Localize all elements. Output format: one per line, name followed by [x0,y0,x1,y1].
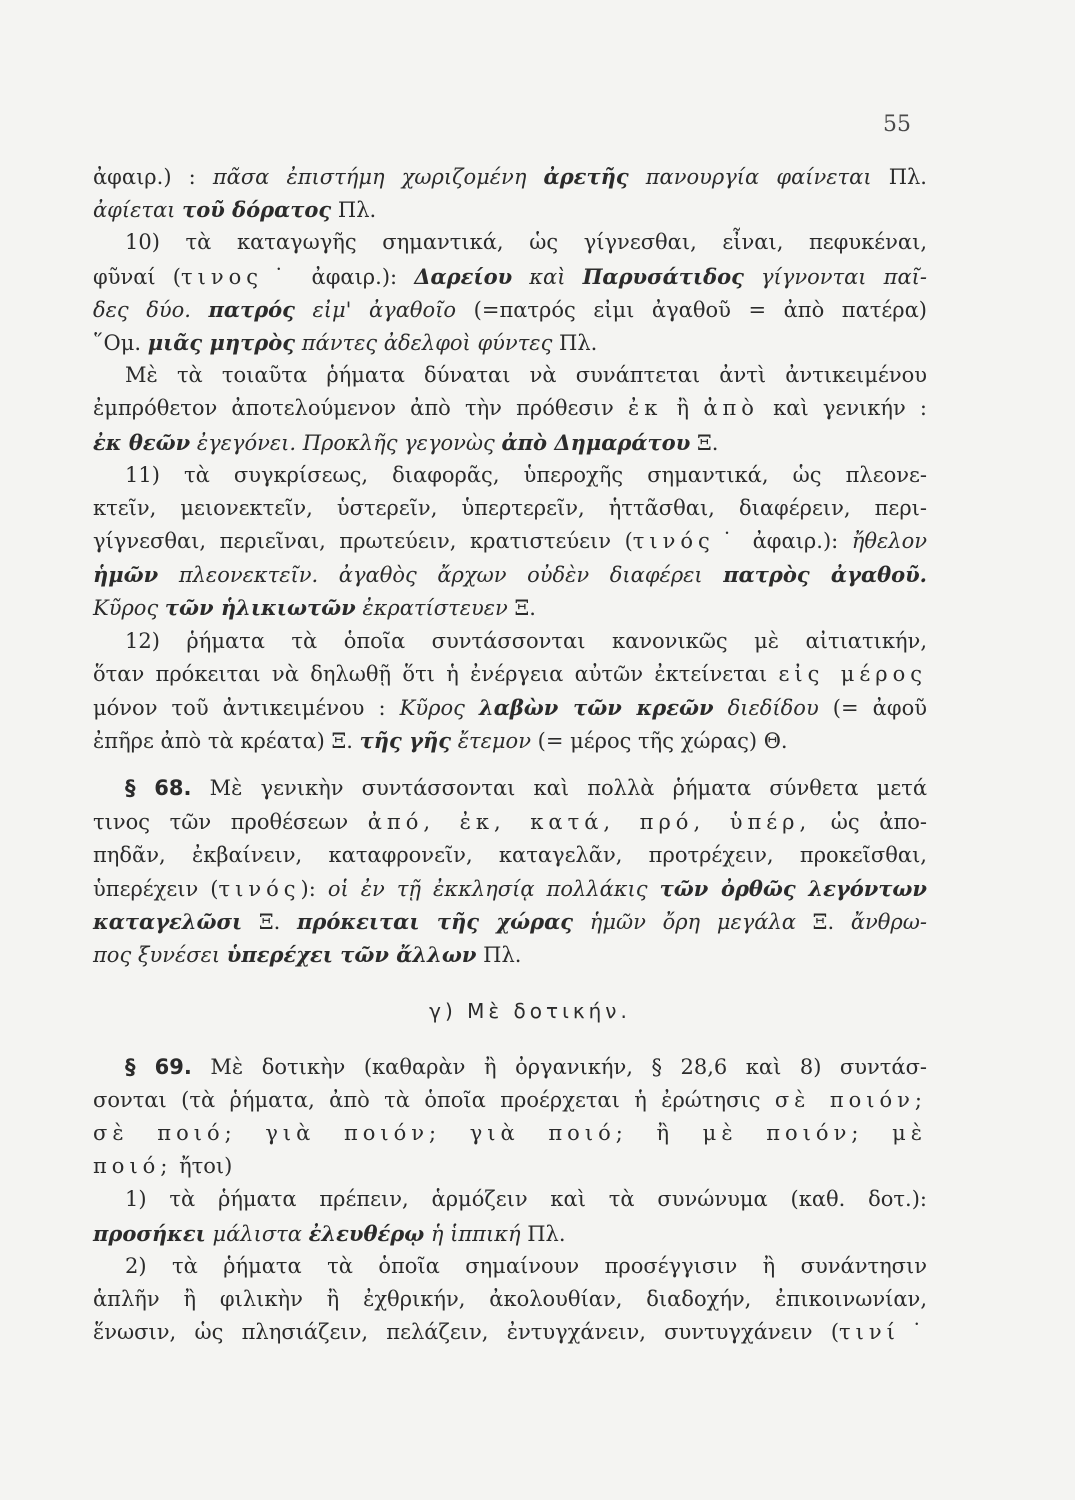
text-line: ἡμῶν πλεονεκτεῖν. ἀγαθὸς ἄρχων οὐδὲν διαφέρει πατρὸς ἀγαθοῦ. [93,562,927,588]
page-body [93,160,927,1349]
text-line: ἀφαιρ.) : πᾶσα ἐπιστήμη χωριζομένη ἀρετῆς πανουργία φαίνεται Πλ. [93,164,927,189]
subsection-heading: γ) Μὲ δοτικήν. [429,998,631,1023]
text-line: 12) ῥήματα τὰ ὁποῖα συντάσσονται κανονικῶς μὲ αἰτιατικήν, [125,628,927,653]
text-line: Μὲ τὰ τοιαῦτα ῥήματα δύναται νὰ συνάπτεται ἀντὶ ἀντικειμένου [125,363,927,388]
text-line: ἐκ θεῶν ἐγεγόνει. Προκλῆς γεγονὼς ἀπὸ Δημαράτου Ξ. [93,429,719,455]
text-line: σονται (τὰ ῥήματα, ἀπὸ τὰ ὁποῖα προέρχεται ἡ ἐρώτησις σὲ ποιόν; [93,1087,927,1112]
text-line: μόνον τοῦ ἀντικειμένου : Κῦρος λαβὼν τῶν κρεῶν διεδίδου (= ἀφοῦ [93,695,927,720]
text-line: σὲ ποιό; γιὰ ποιόν; γιὰ ποιό; ἢ μὲ ποιόν; μὲ [93,1121,927,1146]
text-line: γίγνεσθαι, περιεῖναι, πρωτεύειν, κρατιστεύειν (τινός˙ ἀφαιρ.): ἤθελον [93,529,927,554]
text-line: τινος τῶν προθέσεων ἀπό, ἐκ, κατά, πρό, ὑπέρ, ὡς ἀπο- [93,809,927,834]
text-line: ἀφίεται τοῦ δόρατος Πλ. [93,197,377,223]
text-line: ῞Ομ. μιᾶς μητρὸς πάντες ἀδελφοὶ φύντες Πλ. [93,329,598,355]
page-number: 55 [883,112,911,137]
text-line: καταγελῶσι Ξ. πρόκειται τῆς χώρας ἡμῶν ὄρη μεγάλα Ξ. ἄνθρω- [93,909,927,935]
text-line: 10) τὰ καταγωγῆς σημαντικά, ὡς γίγνεσθαι, εἶναι, πεφυκέναι, [125,230,927,255]
text-line: πηδᾶν, ἐκβαίνειν, καταφρονεῖν, καταγελᾶν, προτρέχειν, προκεῖσθαι, [93,842,927,867]
text-line: 11) τὰ συγκρίσεως, διαφορᾶς, ὑπεροχῆς σημαντικά, ὡς πλεονε- [125,462,927,487]
section-69: § 69. [125,1054,192,1079]
text-line: Κῦρος τῶν ἡλικιωτῶν ἐκρατίστευεν Ξ. [93,595,536,621]
text-line: § 68. Μὲ γενικὴν συντάσσονται καὶ πολλὰ ῥήματα σύνθετα μετά [125,776,928,801]
text-line: ποιό; ἤτοι) [93,1154,233,1179]
text-line: ὅταν πρόκειται νὰ δηλωθῇ ὅτι ἡ ἐνέργεια αὐτῶν ἐκτείνεται εἰς μέρος [93,661,927,686]
text-line: φῦναί (τινος˙ ἀφαιρ.): Δαρείου καὶ Παρυσάτιδος γίγνονται παῖ- [93,263,927,289]
text-line: 1) τὰ ῥήματα πρέπειν, ἁρμόζειν καὶ τὰ συνώνυμα (καθ. δοτ.): [125,1187,927,1212]
text-line: § 69. Μὲ δοτικὴν (καθαρὰν ἢ ὀργανικήν, § 28,6 καὶ 8) συντάσ- [125,1054,928,1079]
text-line: προσήκει μάλιστα ἐλευθέρῳ ἡ ἱππική Πλ. [93,1220,566,1246]
text-line: 2) τὰ ῥήματα τὰ ὁποῖα σημαίνουν προσέγγισιν ἢ συνάντησιν [125,1253,927,1278]
text-line: ὑπερέχειν (τινός): οἱ ἐν τῇ ἐκκλησίᾳ πολλάκις τῶν ὀρθῶς λεγόντων [93,875,927,901]
text-line: ἐμπρόθετον ἀποτελούμενον ἀπὸ τὴν πρόθεσιν ἐκ ἢ ἀπὸ καὶ γενικήν : [93,396,928,421]
section-68: § 68. [125,776,192,801]
text-line: πος ξυνέσει ὑπερέχει τῶν ἄλλων Πλ. [93,942,522,968]
text-line: κτεῖν, μειονεκτεῖν, ὑστερεῖν, ὑπερτερεῖν, ἡττᾶσθαι, διαφέρειν, περι- [93,495,927,520]
text-line: δες δύο. πατρός εἰμ' ἀγαθοῖο (=πατρός εἰμι ἀγαθοῦ = ἀπὸ πατέρα) [93,296,927,322]
text-line: ἐπῆρε ἀπὸ τὰ κρέατα) Ξ. τῆς γῆς ἔτεμον (= μέρος τῆς χώρας) Θ. [93,728,788,754]
text-line: ἕνωσιν, ὡς πλησιάζειν, πελάζειν, ἐντυγχάνειν, συντυγχάνειν (τινί˙ [93,1320,927,1345]
text-line: ἁπλῆν ἢ φιλικὴν ἢ ἐχθρικήν, ἀκολουθίαν, διαδοχήν, ἐπικοινωνίαν, [93,1287,927,1311]
